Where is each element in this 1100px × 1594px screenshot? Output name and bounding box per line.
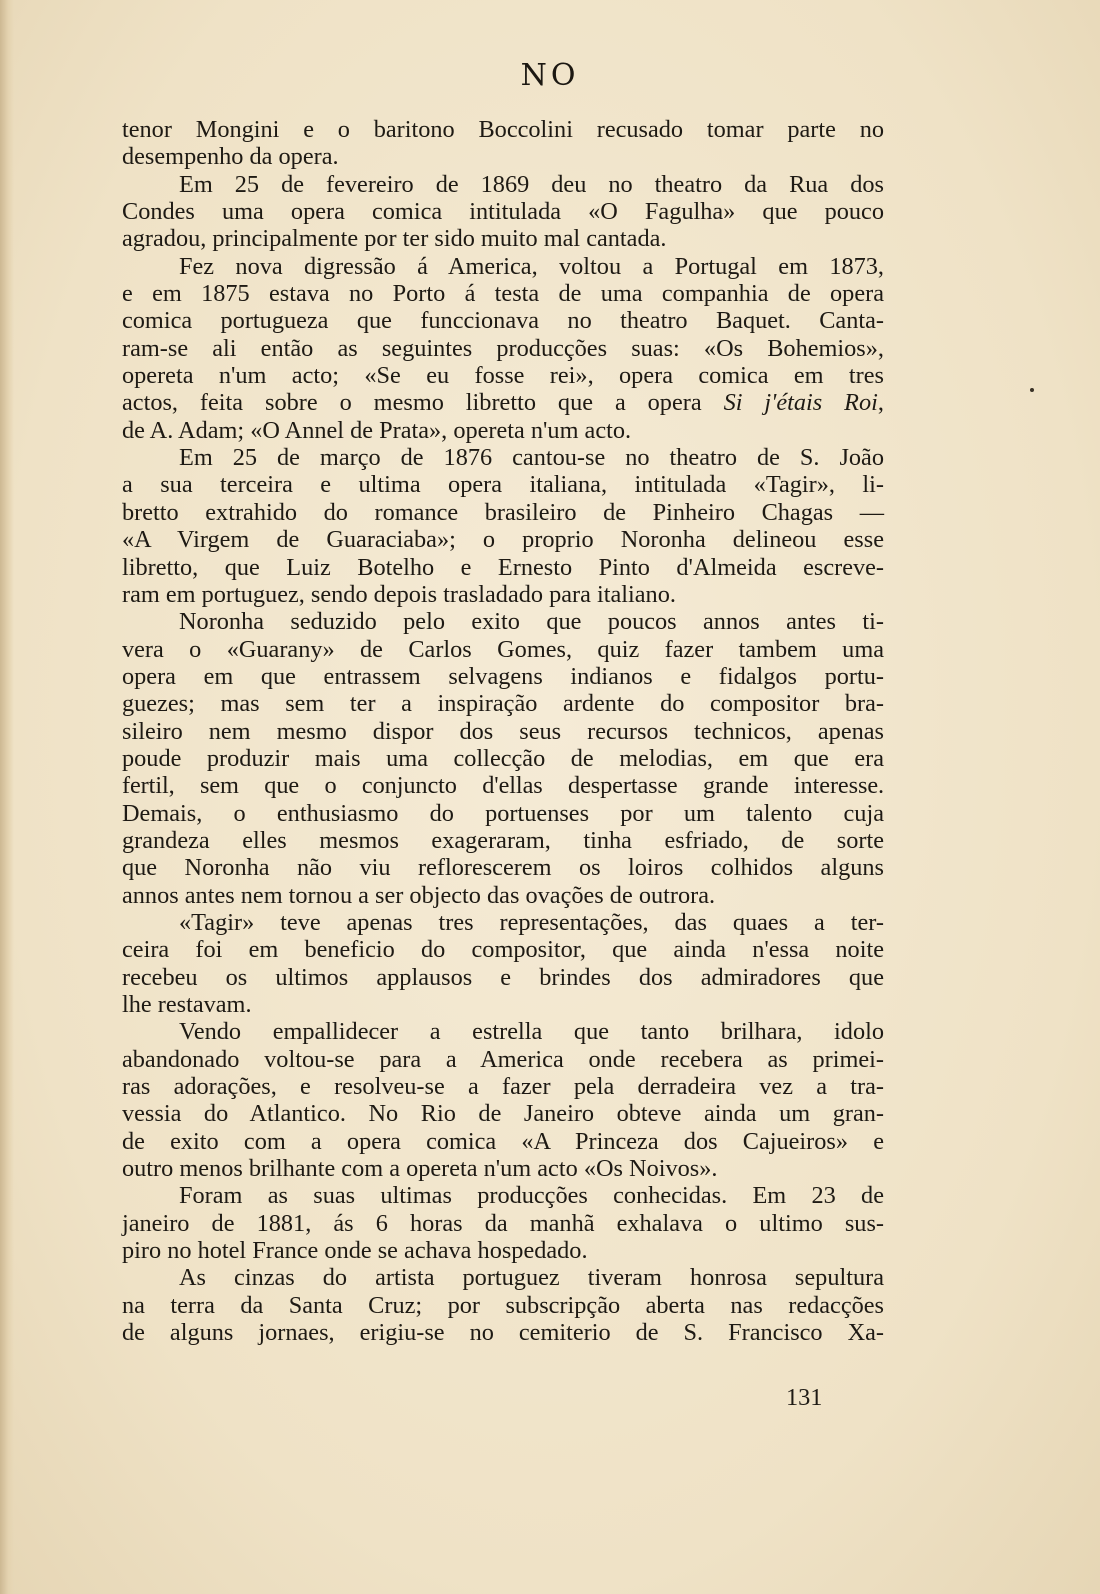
text-line: vessia do Atlantico. No Rio de Janeiro obteve ainda um gran- — [122, 1100, 884, 1128]
text-line: Em 25 de fevereiro de 1869 deu no theatro da Rua dos — [179, 170, 884, 198]
text-line: Condes uma opera comica intitulada «O Fagulha» que pouco — [122, 198, 884, 226]
text-line: ras adorações, e resolveu-se a fazer pela derradeira vez a tra- — [122, 1073, 884, 1101]
text-line: e em 1875 estava no Porto á testa de uma companhia de opera — [122, 280, 884, 308]
text-line: de exito com a opera comica «A Princeza dos Cajueiros» e — [122, 1127, 884, 1155]
running-head: NO — [520, 58, 580, 93]
text-line: As cinzas do artista portuguez tiveram honrosa sepultura — [179, 1264, 884, 1292]
text-line: de alguns jornaes, erigiu-se no cemiterio de S. Francisco Xa- — [122, 1319, 884, 1347]
page-edge-shadow — [0, 0, 14, 1594]
text-line: piro no hotel France onde se achava hospedado. — [122, 1237, 588, 1265]
text-line: abandonado voltou-se para a America onde recebera as primei- — [122, 1045, 884, 1073]
text-line: recebeu os ultimos applausos e brindes dos admiradores que — [122, 963, 884, 991]
text-line: «Tagir» teve apenas tres representações, das quaes a ter- — [179, 908, 884, 936]
text-line: Demais, o enthusiasmo do portuenses por um talento cuja — [122, 799, 884, 827]
ink-speck — [1030, 388, 1034, 392]
text-line: desempenho da opera. — [122, 143, 339, 171]
text-line: tenor Mongini e o baritono Boccolini recusado tomar parte no — [122, 116, 884, 143]
text-line: lhe restavam. — [122, 991, 252, 1018]
text-line: comica portugueza que funccionava no theatro Baquet. Canta- — [122, 307, 884, 335]
italic-title: Si j'étais Roi — [723, 389, 878, 417]
text-line: de A. Adam; «O Annel de Prata», opereta n'um acto. — [122, 416, 632, 444]
page-number: 131 — [786, 1384, 823, 1411]
text-line: ram-se ali então as seguintes producções suas: «Os Bohemios», — [122, 334, 884, 362]
text-line: «A Virgem de Guaraciaba»; o proprio Noronha delineou esse — [122, 526, 884, 554]
text-line: actos, feita sobre o mesmo libretto que a opera Si j'étais Roi, — [122, 389, 884, 417]
text-line: libretto, que Luiz Botelho e Ernesto Pinto d'Almeida escreve- — [122, 553, 884, 581]
text-line: opera em que entrassem selvagens indianos e fidalgos portu- — [122, 662, 884, 690]
text-line: agradou, principalmente por ter sido muito mal cantada. — [122, 225, 667, 253]
text-line: sileiro nem mesmo dispor dos seus recursos technicos, apenas — [122, 717, 884, 745]
text-line: poude produzir mais uma collecção de melodias, em que era — [122, 744, 884, 772]
text-line: na terra da Santa Cruz; por subscripção aberta nas redacções — [122, 1291, 884, 1319]
text-line: outro menos brilhante com a opereta n'um acto «Os Noivos». — [122, 1155, 718, 1183]
text-line: opereta n'um acto; «Se eu fosse rei», opera comica em tres — [122, 362, 884, 390]
text-line: fertil, sem que o conjuncto d'ellas despertasse grande interesse. — [122, 772, 884, 800]
text-line: que Noronha não viu reflorescerem os loiros colhidos alguns — [122, 854, 884, 882]
text-line: Vendo empallidecer a estrella que tanto brilhara, idolo — [179, 1018, 884, 1046]
text-line: ceira foi em beneficio do compositor, que ainda n'essa noite — [122, 936, 884, 964]
text-line: vera o «Guarany» de Carlos Gomes, quiz fazer tambem uma — [122, 635, 884, 663]
text-line: guezes; mas sem ter a inspiração ardente do compositor bra- — [122, 690, 884, 718]
text-line: Foram as suas ultimas producções conhecidas. Em 23 de — [179, 1182, 884, 1210]
text-line: janeiro de 1881, ás 6 horas da manhã exhalava o ultimo sus- — [122, 1209, 884, 1237]
text-line: grandeza elles mesmos exageraram, tinha esfriado, de sorte — [122, 826, 884, 854]
text-line: Em 25 de março de 1876 cantou-se no theatro de S. João — [179, 444, 884, 472]
text-line: a sua terceira e ultima opera italiana, intitulada «Tagir», li- — [122, 471, 884, 499]
text-line: bretto extrahido do romance brasileiro de Pinheiro Chagas — — [122, 498, 884, 526]
text-line: Fez nova digressão á America, voltou a Portugal em 1873, — [179, 252, 884, 280]
text-line: ram em portuguez, sendo depois trasladado para italiano. — [122, 580, 676, 608]
text-line: annos antes nem tornou a ser objecto das ovações de outrora. — [122, 881, 716, 909]
body-text — [122, 116, 884, 1346]
text-line: Noronha seduzido pelo exito que poucos annos antes ti- — [179, 608, 884, 636]
